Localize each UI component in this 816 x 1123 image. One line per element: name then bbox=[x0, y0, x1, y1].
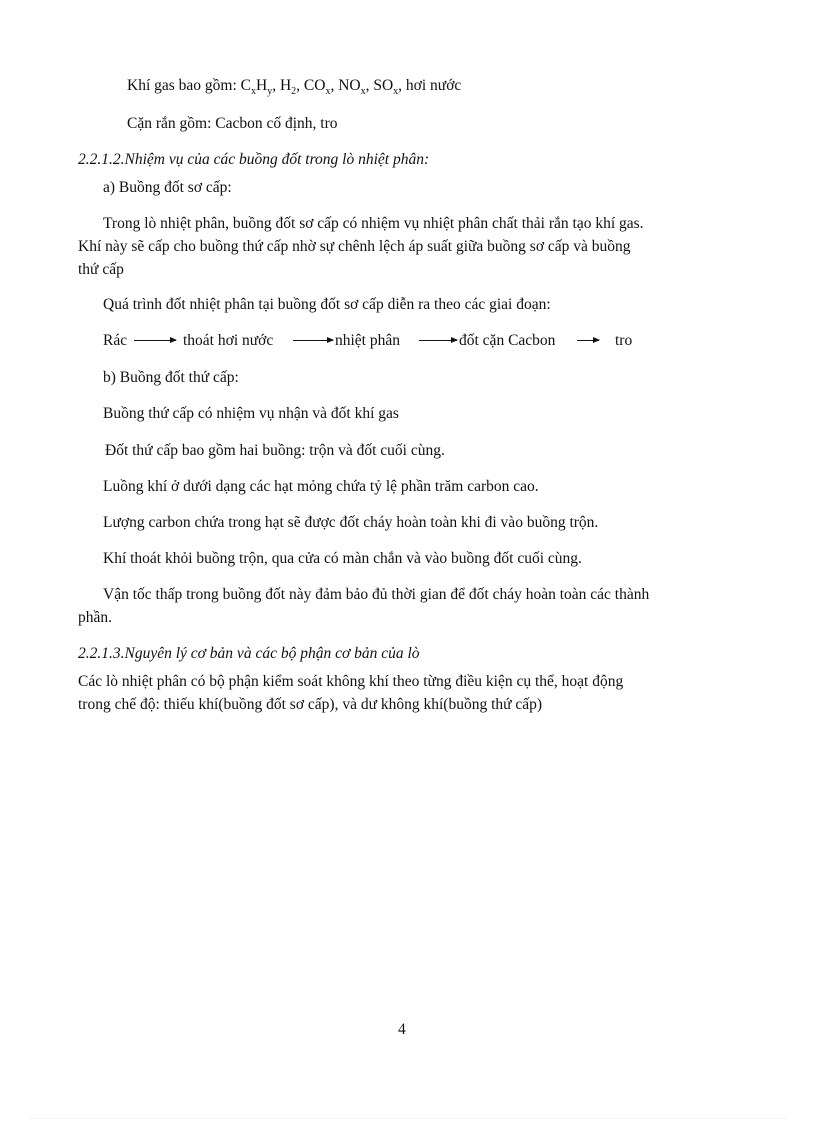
paragraph-line: trong chế độ: thiếu khí(buồng đốt sơ cấp), và dư không khí(buồng thứ cấp) bbox=[78, 696, 543, 713]
section-heading-2-2-1-2: 2.2.1.2.Nhiệm vụ của các buồng đốt trong lò nhiệt phân: bbox=[78, 151, 430, 168]
page-number: 4 bbox=[398, 1021, 406, 1038]
paragraph-line: Trong lò nhiệt phân, buồng đốt sơ cấp có nhiệm vụ nhiệt phân chất thải rắn tạo khí gas. bbox=[103, 215, 644, 232]
flow-step: tro bbox=[615, 332, 633, 349]
arrow-right-icon bbox=[419, 340, 457, 341]
list-item-a: a) Buồng đốt sơ cấp: bbox=[103, 179, 232, 196]
paragraph-line: Vận tốc thấp trong buồng đốt này đảm bảo đủ thời gian để đốt cháy hoàn toàn các thành bbox=[103, 586, 650, 603]
arrow-right-icon bbox=[134, 340, 176, 341]
flow-step: Rác bbox=[103, 332, 128, 349]
flow-step: thoát hơi nước bbox=[183, 332, 274, 349]
flow-step: đốt cặn Cacbon bbox=[459, 332, 556, 349]
flow-step: nhiệt phân bbox=[335, 332, 400, 349]
paragraph-line: Đốt thứ cấp bao gồm hai buồng: trộn và đốt cuối cùng. bbox=[105, 442, 445, 459]
solid-residue-line: Cặn rắn gồm: Cacbon cố định, tro bbox=[127, 115, 338, 132]
list-item-b: b) Buồng đốt thứ cấp: bbox=[103, 369, 239, 386]
arrow-right-icon bbox=[577, 340, 599, 341]
section-heading-2-2-1-3: 2.2.1.3.Nguyên lý cơ bản và các bộ phận cơ bản của lò bbox=[78, 645, 420, 662]
paragraph-line: Luồng khí ở dưới dạng các hạt mỏng chứa tỷ lệ phần trăm carbon cao. bbox=[103, 478, 539, 495]
paragraph-line: Lượng carbon chứa trong hạt sẽ được đốt cháy hoàn toàn khi đi vào buồng trộn. bbox=[103, 514, 599, 531]
paragraph-line: Khí này sẽ cấp cho buồng thứ cấp nhờ sự chênh lệch áp suất giữa buồng sơ cấp và buồng bbox=[78, 238, 631, 255]
paragraph-line: Buồng thứ cấp có nhiệm vụ nhận và đốt khí gas bbox=[103, 405, 399, 422]
paragraph-line: Quá trình đốt nhiệt phân tại buồng đốt sơ cấp diễn ra theo các giai đoạn: bbox=[103, 296, 551, 313]
paragraph-line: thứ cấp bbox=[78, 261, 124, 278]
paragraph-line: phần. bbox=[78, 609, 113, 626]
gas-composition-line: Khí gas bao gồm: $C_xH_y$, $H_2$, $CO_x$, $NO_x$, $SO_x$, hơi nước bbox=[127, 77, 462, 97]
arrow-right-icon bbox=[293, 340, 333, 341]
page-divider bbox=[30, 1118, 786, 1119]
paragraph-line: Khí thoát khỏi buồng trộn, qua cửa có màn chắn và vào buồng đốt cuối cùng. bbox=[103, 550, 582, 567]
paragraph-line: Các lò nhiệt phân có bộ phận kiểm soát không khí theo từng điều kiện cụ thể, hoạt động bbox=[78, 673, 624, 690]
